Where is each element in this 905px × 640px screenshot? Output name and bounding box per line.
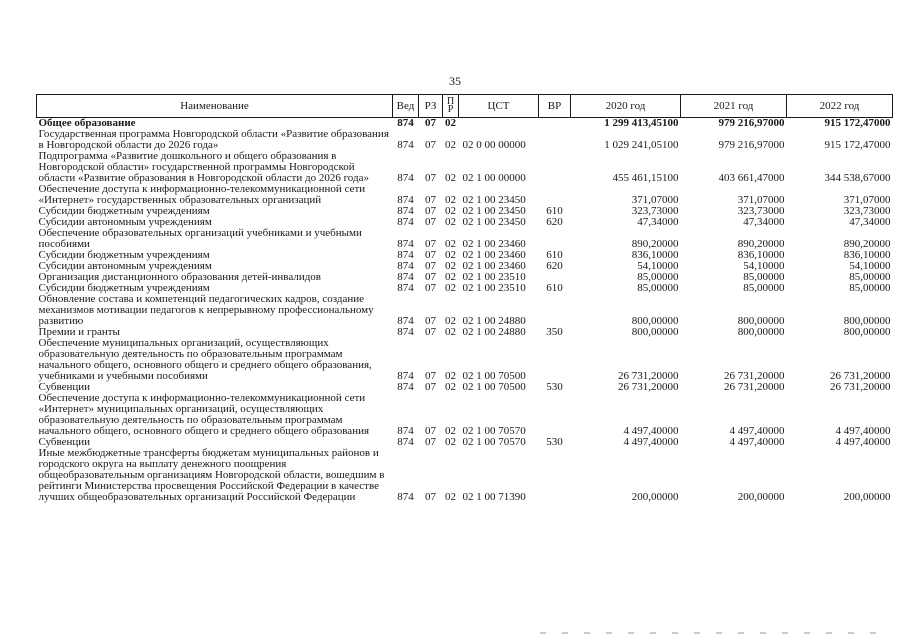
row-rz-cell: 07 bbox=[425, 194, 436, 206]
row-vr-cell: 610 bbox=[546, 205, 563, 217]
row-2020-cell: 200,00000 bbox=[631, 491, 679, 503]
row-cst-cell: 02 1 00 23460 bbox=[462, 238, 526, 250]
table-row bbox=[37, 294, 893, 327]
row-ved-cell: 874 bbox=[397, 491, 414, 503]
row-name-cell: Обновление состава и компетенций педагогических кадров, создание механизмов мотивации педагогов к непрерывному профессиональному развитию bbox=[38, 293, 374, 327]
row-ved-cell: 874 bbox=[397, 315, 414, 327]
row-2021-cell: 323,73000 bbox=[737, 205, 785, 217]
row-rz-cell: 07 bbox=[425, 326, 436, 338]
table-row bbox=[37, 338, 893, 382]
row-name-cell: Субсидии бюджетным учреждениям bbox=[38, 205, 210, 217]
row-2021-cell: 26 731,20000 bbox=[724, 370, 785, 382]
row-2022-cell: 47,34000 bbox=[849, 216, 891, 228]
row-2022-cell: 800,00000 bbox=[843, 315, 891, 327]
row-pr-cell: 02 bbox=[445, 205, 456, 217]
row-pr-cell: 02 bbox=[445, 436, 456, 448]
row-name-cell: Государственная программа Новгородской области «Развитие образования в Новгородской области до 2026 года» bbox=[38, 128, 389, 151]
row-2020-cell: 890,20000 bbox=[631, 238, 679, 250]
row-pr-cell: 02 bbox=[445, 194, 456, 206]
row-ved-cell: 874 bbox=[397, 172, 414, 184]
row-cst-cell: 02 1 00 70500 bbox=[462, 381, 526, 393]
table-row bbox=[37, 448, 893, 503]
row-2021-cell: 85,00000 bbox=[743, 271, 785, 283]
row-2022-cell: 323,73000 bbox=[843, 205, 891, 217]
row-ved-cell: 874 bbox=[397, 370, 414, 382]
row-name-cell: Обеспечение доступа к информационно-телекоммуникационной сети «Интернет» государственных образовательных организаций bbox=[38, 183, 366, 206]
row-2020-cell: 1 299 413,45100 bbox=[604, 117, 679, 129]
row-cst-cell: 02 1 00 23510 bbox=[462, 282, 526, 294]
row-2021-cell: 800,00000 bbox=[737, 326, 785, 338]
row-rz-cell: 07 bbox=[425, 381, 436, 393]
header-2022: 2022 год bbox=[787, 95, 893, 118]
row-rz-cell: 07 bbox=[425, 491, 436, 503]
row-2020-cell: 26 731,20000 bbox=[618, 370, 679, 382]
row-vr-cell: 610 bbox=[546, 249, 563, 261]
row-ved-cell: 874 bbox=[397, 425, 414, 437]
row-vr-cell bbox=[539, 118, 571, 130]
row-2020-cell: 800,00000 bbox=[631, 326, 679, 338]
row-2021-cell: 836,10000 bbox=[737, 249, 785, 261]
row-2021-cell: 371,07000 bbox=[737, 194, 785, 206]
row-2021-cell: 979 216,97000 bbox=[718, 139, 785, 151]
row-cst-cell: 02 1 00 71390 bbox=[462, 491, 526, 503]
row-2020-cell: 85,00000 bbox=[637, 282, 679, 294]
row-2022-cell: 344 538,67000 bbox=[824, 172, 891, 184]
row-pr-cell: 02 bbox=[445, 172, 456, 184]
header-cst: ЦСТ bbox=[459, 95, 539, 118]
header-pr-text: ПР bbox=[447, 96, 455, 115]
row-2021-cell: 800,00000 bbox=[737, 315, 785, 327]
row-rz-cell: 07 bbox=[425, 139, 436, 151]
row-2022-cell: 85,00000 bbox=[849, 271, 891, 283]
row-vr-cell bbox=[539, 151, 571, 184]
header-name: Наименование bbox=[37, 95, 393, 118]
row-rz-cell: 07 bbox=[425, 315, 436, 327]
row-cst-cell: 02 1 00 23460 bbox=[462, 260, 526, 272]
row-ved-cell: 874 bbox=[397, 216, 414, 228]
table-row bbox=[37, 393, 893, 437]
header-vr: ВР bbox=[539, 95, 571, 118]
row-name-cell: Субсидии автономным учреждениям bbox=[38, 260, 212, 272]
row-ved-cell: 874 bbox=[397, 260, 414, 272]
row-2020-cell: 4 497,40000 bbox=[623, 425, 679, 437]
row-name-cell: Иные межбюджетные трансферты бюджетам муниципальных районов и городского округа на выплату денежного поощрения общеобразовательным организациям Новгородской области, вошедшим в рейтинги Министерства просвещения Российской Федерации в качестве лучших общеобразовательных организаций Российской Федерации bbox=[38, 447, 385, 503]
header-pr bbox=[443, 95, 459, 118]
row-vr-cell: 530 bbox=[546, 381, 563, 393]
row-cst-cell bbox=[459, 118, 539, 130]
header-rz: РЗ bbox=[419, 95, 443, 118]
row-2020-cell: 54,10000 bbox=[637, 260, 679, 272]
row-pr-cell: 02 bbox=[445, 381, 456, 393]
row-vr-cell: 610 bbox=[546, 282, 563, 294]
table-header-row bbox=[37, 95, 893, 118]
row-2020-cell: 836,10000 bbox=[631, 249, 679, 261]
row-pr-cell: 02 bbox=[445, 216, 456, 228]
row-name-cell: Подпрограмма «Развитие дошкольного и общего образования в Новгородской области» государственной программы Новгородской области «Развитие образования в Новгородской области до 2026 года» bbox=[38, 150, 369, 184]
row-2020-cell: 1 029 241,05100 bbox=[604, 139, 679, 151]
budget-table bbox=[36, 94, 893, 503]
row-rz-cell: 07 bbox=[425, 238, 436, 250]
row-pr-cell: 02 bbox=[445, 249, 456, 261]
row-vr-cell bbox=[539, 393, 571, 437]
row-pr-cell: 02 bbox=[445, 271, 456, 283]
row-cst-cell: 02 1 00 24880 bbox=[462, 315, 526, 327]
row-name-cell: Организация дистанционного образования детей-инвалидов bbox=[38, 271, 321, 283]
row-2022-cell: 200,00000 bbox=[843, 491, 891, 503]
row-ved-cell: 874 bbox=[397, 238, 414, 250]
row-rz-cell: 07 bbox=[425, 260, 436, 272]
row-cst-cell: 02 1 00 23510 bbox=[462, 271, 526, 283]
row-pr-cell: 02 bbox=[445, 260, 456, 272]
row-name-cell: Общее образование bbox=[38, 117, 136, 129]
row-2021-cell: 54,10000 bbox=[743, 260, 785, 272]
row-vr-cell bbox=[539, 294, 571, 327]
row-name-cell: Субсидии бюджетным учреждениям bbox=[38, 282, 210, 294]
row-2022-cell: 371,07000 bbox=[843, 194, 891, 206]
row-2022-cell: 915 172,47000 bbox=[824, 117, 891, 129]
row-cst-cell: 02 1 00 23450 bbox=[462, 194, 526, 206]
row-ved-cell: 874 bbox=[397, 139, 414, 151]
row-2021-cell: 4 497,40000 bbox=[729, 436, 785, 448]
row-rz-cell: 07 bbox=[425, 249, 436, 261]
row-2022-cell: 26 731,20000 bbox=[830, 370, 891, 382]
row-2020-cell: 323,73000 bbox=[631, 205, 679, 217]
row-name-cell: Обеспечение образовательных организаций учебниками и учебными пособиями bbox=[38, 227, 362, 250]
scan-artifact-line bbox=[540, 632, 880, 634]
row-2020-cell: 455 461,15100 bbox=[612, 172, 679, 184]
row-cst-cell: 02 1 00 23460 bbox=[462, 249, 526, 261]
header-2020: 2020 год bbox=[571, 95, 681, 118]
row-2021-cell: 890,20000 bbox=[737, 238, 785, 250]
row-2021-cell: 979 216,97000 bbox=[718, 117, 785, 129]
row-rz-cell: 07 bbox=[425, 172, 436, 184]
row-2021-cell: 403 661,47000 bbox=[718, 172, 785, 184]
row-pr-cell: 02 bbox=[445, 238, 456, 250]
row-ved-cell: 874 bbox=[397, 436, 414, 448]
row-2022-cell: 26 731,20000 bbox=[830, 381, 891, 393]
row-ved-cell: 874 bbox=[397, 381, 414, 393]
header-2021: 2021 год bbox=[681, 95, 787, 118]
row-vr-cell: 620 bbox=[546, 260, 563, 272]
row-pr-cell: 02 bbox=[445, 315, 456, 327]
row-2021-cell: 200,00000 bbox=[737, 491, 785, 503]
row-pr-cell: 02 bbox=[445, 139, 456, 151]
row-name-cell: Субсидии автономным учреждениям bbox=[38, 216, 212, 228]
row-rz-cell: 07 bbox=[425, 425, 436, 437]
table-body bbox=[37, 118, 893, 504]
row-rz-cell: 07 bbox=[425, 205, 436, 217]
row-pr-cell: 02 bbox=[445, 282, 456, 294]
row-2022-cell: 836,10000 bbox=[843, 249, 891, 261]
row-pr-cell: 02 bbox=[445, 491, 456, 503]
row-ved-cell: 874 bbox=[397, 249, 414, 261]
row-ved-cell: 874 bbox=[397, 194, 414, 206]
table-row bbox=[37, 184, 893, 206]
row-cst-cell: 02 1 00 70570 bbox=[462, 425, 526, 437]
row-2021-cell: 26 731,20000 bbox=[724, 381, 785, 393]
header-ved: Вед bbox=[393, 95, 419, 118]
table-row bbox=[37, 129, 893, 151]
row-pr-cell: 02 bbox=[445, 370, 456, 382]
row-name-cell: Субвенции bbox=[38, 381, 91, 393]
row-2021-cell: 85,00000 bbox=[743, 282, 785, 294]
row-2020-cell: 4 497,40000 bbox=[623, 436, 679, 448]
row-cst-cell: 02 1 00 00000 bbox=[462, 172, 526, 184]
row-pr-cell: 02 bbox=[445, 326, 456, 338]
row-name-cell: Субсидии бюджетным учреждениям bbox=[38, 249, 210, 261]
row-2020-cell: 800,00000 bbox=[631, 315, 679, 327]
row-vr-cell: 620 bbox=[546, 216, 563, 228]
row-rz-cell: 07 bbox=[425, 271, 436, 283]
row-rz-cell: 07 bbox=[425, 436, 436, 448]
row-vr-cell bbox=[539, 184, 571, 206]
row-ved-cell: 874 bbox=[397, 205, 414, 217]
row-name-cell: Обеспечение муниципальных организаций, осуществляющих образовательную деятельность по образовательным программам начального общего, основного общего и среднего общего образования, учебниками и учебными пособиями bbox=[38, 337, 372, 382]
row-vr-cell bbox=[539, 338, 571, 382]
row-rz-cell: 07 bbox=[425, 282, 436, 294]
row-vr-cell: 530 bbox=[546, 436, 563, 448]
row-2022-cell: 800,00000 bbox=[843, 326, 891, 338]
row-cst-cell: 02 1 00 23450 bbox=[462, 205, 526, 217]
row-cst-cell: 02 1 00 70570 bbox=[462, 436, 526, 448]
row-name-cell: Премии и гранты bbox=[38, 326, 120, 338]
row-2020-cell: 47,34000 bbox=[637, 216, 679, 228]
row-rz-cell: 07 bbox=[425, 370, 436, 382]
row-cst-cell: 02 1 00 24880 bbox=[462, 326, 526, 338]
row-2022-cell: 54,10000 bbox=[849, 260, 891, 272]
row-name-cell: Субвенции bbox=[38, 436, 91, 448]
row-vr-cell bbox=[539, 448, 571, 503]
row-name-cell: Обеспечение доступа к информационно-телекоммуникационной сети «Интернет» муниципальных организаций, осуществляющих образовательную деятельность по образовательным программам начального общего, основного общего и среднего общего образования bbox=[38, 392, 370, 437]
row-2020-cell: 85,00000 bbox=[637, 271, 679, 283]
table-row bbox=[37, 228, 893, 250]
row-2021-cell: 47,34000 bbox=[743, 216, 785, 228]
row-cst-cell: 02 1 00 70500 bbox=[462, 370, 526, 382]
row-pr-cell: 02 bbox=[445, 117, 456, 129]
row-cst-cell: 02 1 00 23450 bbox=[462, 216, 526, 228]
page-number: 35 bbox=[449, 74, 461, 88]
row-vr-cell: 350 bbox=[546, 326, 563, 338]
row-rz-cell: 07 bbox=[425, 216, 436, 228]
row-cst-cell: 02 0 00 00000 bbox=[462, 139, 526, 151]
row-2020-cell: 26 731,20000 bbox=[618, 381, 679, 393]
row-rz-cell: 07 bbox=[425, 117, 436, 129]
row-2022-cell: 4 497,40000 bbox=[835, 425, 891, 437]
row-ved-cell: 874 bbox=[397, 117, 414, 129]
row-2022-cell: 890,20000 bbox=[843, 238, 891, 250]
row-pr-cell: 02 bbox=[445, 425, 456, 437]
row-2020-cell: 371,07000 bbox=[631, 194, 679, 206]
row-2022-cell: 915 172,47000 bbox=[824, 139, 891, 151]
row-ved-cell: 874 bbox=[397, 271, 414, 283]
row-2022-cell: 85,00000 bbox=[849, 282, 891, 294]
row-vr-cell bbox=[539, 129, 571, 151]
table-row bbox=[37, 151, 893, 184]
row-ved-cell: 874 bbox=[397, 282, 414, 294]
row-2021-cell: 4 497,40000 bbox=[729, 425, 785, 437]
row-ved-cell: 874 bbox=[397, 326, 414, 338]
row-2022-cell: 4 497,40000 bbox=[835, 436, 891, 448]
row-vr-cell bbox=[539, 228, 571, 250]
